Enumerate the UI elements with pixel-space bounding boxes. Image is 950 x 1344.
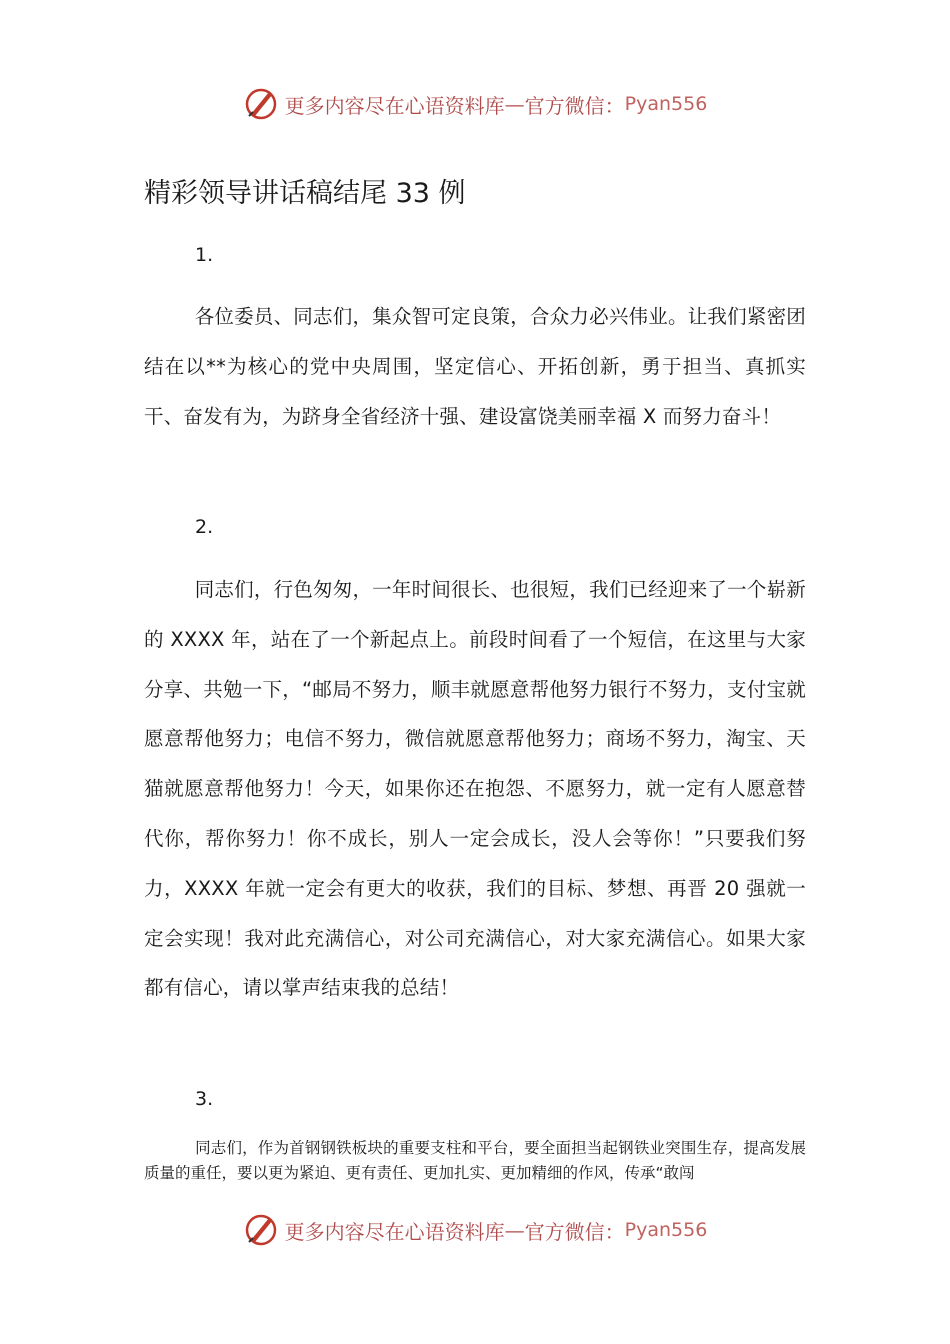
banner-wechat-id: Pyan556 bbox=[624, 1219, 708, 1241]
section-number: 1. bbox=[195, 244, 214, 266]
section-number: 2. bbox=[195, 516, 214, 538]
section-paragraph: 同志们，行色匆匆，一年时间很长、也很短，我们已经迎来了一个崭新的 XXXX 年，站在了一个新起点上。前段时间看了一个短信，在这里与大家分享、共勉一下，“邮局不努力，顺丰就愿意帮他努力银行不努力，支付宝就愿意帮他努力；电信不努力，微信就愿意帮他努力；商场不努力，淘宝、天猫就愿意帮他努力！今天，如果你还在抱怨、不愿努力，就一定有人愿意替代你，帮你努力！你不成长，别人一定会成长，没人会等你！”只要我们努力，XXXX 年就一定会有更大的收获，我们的目标、梦想、再晋 20 强就一定会实现！我对此充满信心，对公司充满信心，对大家充满信心。如果大家都有信心，请以掌声结束我的总结！ bbox=[144, 578, 806, 1000]
banner-label: 官方微信： bbox=[524, 1219, 625, 1244]
banner-lead-text: 更多内容尽在心语资料库 bbox=[284, 93, 505, 118]
footer-banner bbox=[0, 1208, 950, 1252]
banner-wechat-id: Pyan556 bbox=[624, 93, 708, 115]
section-paragraph: 同志们，作为首钢钢铁板块的重要支柱和平台，要全面担当起钢铁业突围生存，提高发展质量的重任，要以更为紧迫、更有责任、更加扎实、更加精细的作风，传承“敢闯 bbox=[144, 1139, 806, 1182]
header-banner bbox=[0, 82, 950, 126]
banner-lead-text: 更多内容尽在心语资料库 bbox=[284, 1219, 505, 1244]
banner-dash: — bbox=[504, 92, 525, 116]
banner-dash: — bbox=[504, 1218, 525, 1242]
document-title: 精彩领导讲话稿结尾 33 例 bbox=[144, 178, 466, 209]
section-number: 3. bbox=[195, 1088, 214, 1110]
quill-logo-icon bbox=[243, 86, 279, 122]
banner-label: 官方微信： bbox=[524, 93, 625, 118]
quill-logo-icon bbox=[243, 1212, 279, 1248]
section-paragraph: 各位委员、同志们，集众智可定良策，合众力必兴伟业。让我们紧密团结在以**为核心的党中央周围，坚定信心、开拓创新，勇于担当、真抓实干、奋发有为，为跻身全省经济十强、建设富饶美丽幸福 X 而努力奋斗！ bbox=[144, 305, 806, 428]
